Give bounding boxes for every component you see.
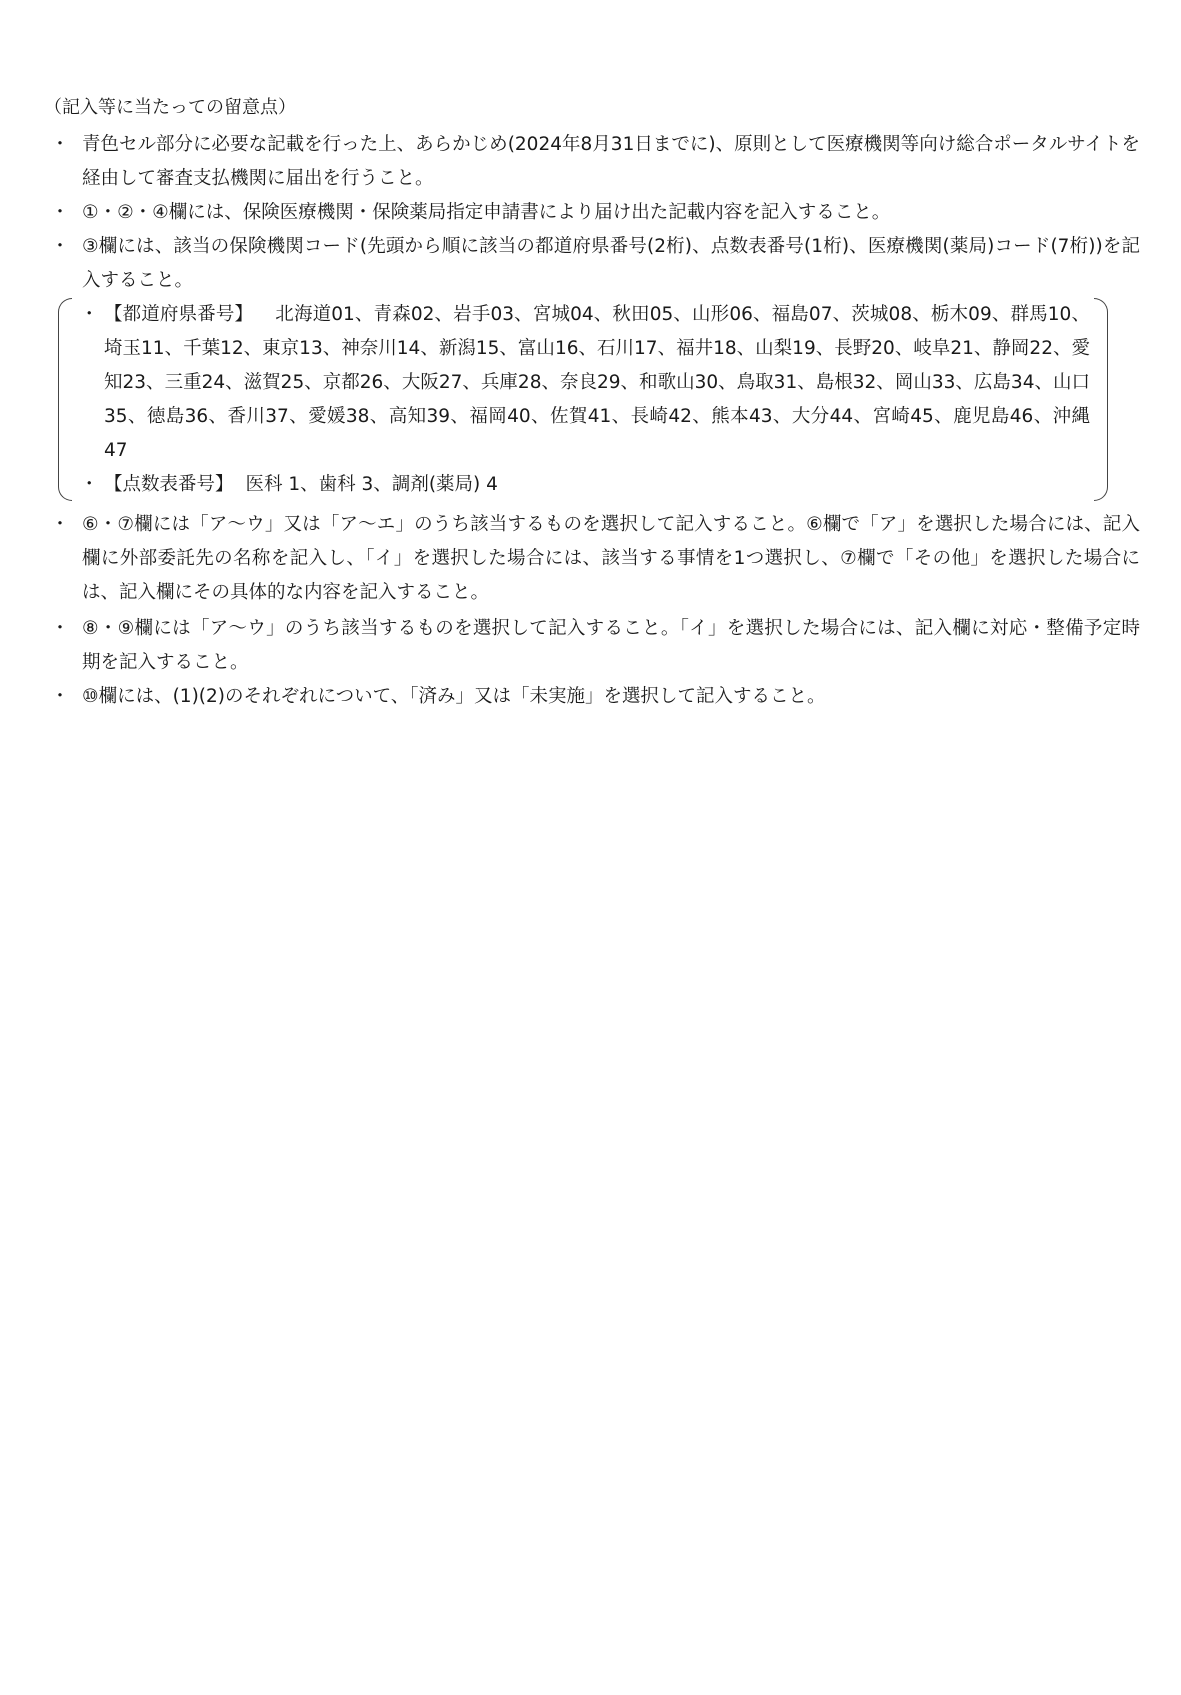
note-text: ⑥・⑦欄には「ア～ウ」又は「ア～エ」のうち該当するものを選択して記入すること。⑥欄で「ア」を選択した場合には、記入欄に外部委託先の名称を記入し、「イ」を選択した場合には、該当する事情を1つ選択し、⑦欄で「その他」を選択した場合には、記入欄にその具体的な内容を記入すること。 (82, 514, 1140, 603)
score-table-code-item (80, 468, 1090, 502)
bullet-marker: ・ (50, 134, 70, 155)
bullet-marker: ・ (50, 686, 70, 707)
left-bracket (58, 298, 72, 501)
score-table-code-label: 【点数表番号】 (104, 474, 234, 495)
bullet-marker: ・ (80, 474, 99, 495)
code-reference-box (58, 298, 1108, 503)
note-text: ③欄には、該当の保険機関コード(先頭から順に該当の都道府県番号(2桁)、点数表番号(1桁)、医療機関(薬局)コード(7桁))を記入すること。 (82, 236, 1140, 291)
bullet-marker: ・ (50, 618, 70, 639)
prefecture-code-label: 【都道府県番号】 (104, 304, 254, 325)
note-item (50, 612, 1140, 680)
note-item (50, 230, 1140, 298)
bullet-marker: ・ (50, 202, 70, 223)
note-text: ⑩欄には、(1)(2)のそれぞれについて、「済み」又は「未実施」を選択して記入すること。 (82, 686, 826, 707)
prefecture-code-item (80, 298, 1090, 468)
note-text: ⑧・⑨欄には「ア～ウ」のうち該当するものを選択して記入すること。「イ」を選択した場合には、記入欄に対応・整備予定時期を記入すること。 (82, 618, 1140, 673)
note-item (50, 196, 1140, 230)
note-text: ①・②・④欄には、保険医療機関・保険薬局指定申請書により届け出た記載内容を記入すること。 (82, 202, 891, 223)
prefecture-code-list: 北海道01、青森02、岩手03、宮城04、秋田05、山形06、福島07、茨城08、栃木09、群馬10、埼玉11、千葉12、東京13、神奈川14、新潟15、富山16、石川17、福井18、山梨19、長野20、岐阜21、静岡22、愛知23、三重24、滋賀25、京都26、大阪27、兵庫28、奈良29、和歌山30、鳥取31、島根32、岡山33、広島34、山口35、徳島36、香川37、愛媛38、高知39、福岡40、佐賀41、長崎42、熊本43、大分44、宮崎45、鹿児島46、沖縄47 (104, 304, 1090, 461)
bullet-marker: ・ (80, 304, 99, 325)
right-bracket (1094, 298, 1108, 501)
note-item (50, 508, 1140, 610)
notes-heading: （記入等に当たっての留意点） (44, 97, 296, 118)
bullet-marker: ・ (50, 236, 70, 257)
note-item (50, 680, 1140, 714)
note-item (50, 128, 1140, 196)
score-table-code-list: 医科 1、歯科 3、調剤(薬局) 4 (245, 474, 498, 495)
bullet-marker: ・ (50, 514, 70, 535)
note-text: 青色セル部分に必要な記載を行った上、あらかじめ(2024年8月31日までに)、原則として医療機関等向け総合ポータルサイトを経由して審査支払機関に届出を行うこと。 (82, 134, 1140, 189)
